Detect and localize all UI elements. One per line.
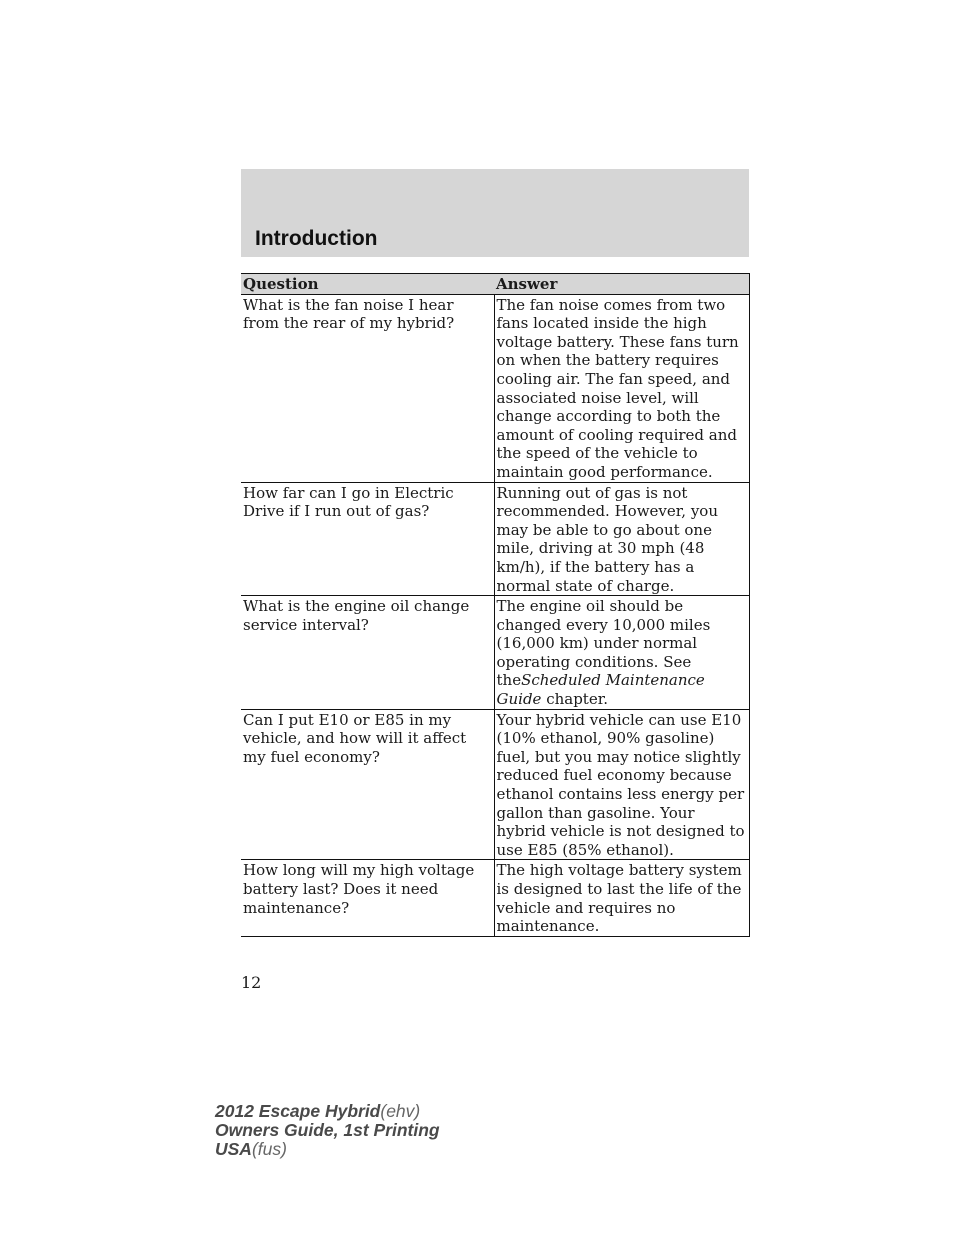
answer-cell: Running out of gas is not recommended. However, you may be able to go about one mile, driving at 30 mph (48 km/h), if the battery has a normal state of charge. [494, 482, 749, 596]
table-row [241, 596, 749, 710]
chapter-reference: Scheduled Maintenance Guide [496, 671, 705, 709]
section-header-band [241, 169, 749, 257]
table-header-row [241, 274, 749, 295]
question-cell: What is the engine oil change service interval? [241, 596, 494, 710]
footer-printing: Owners Guide, 1st Printing [215, 1120, 440, 1140]
footer-model-code: (ehv) [380, 1101, 421, 1121]
table-row [241, 294, 749, 482]
question-cell: How far can I go in Electric Drive if I run out of gas? [241, 482, 494, 596]
footer-line-3 [215, 1140, 440, 1159]
answer-text-suffix: chapter. [546, 690, 609, 709]
question-cell: What is the fan noise I hear from the rear of my hybrid? [241, 294, 494, 482]
answer-cell: The high voltage battery system is designed to last the life of the vehicle and requires no maintenance. [494, 860, 749, 936]
answer-text: The engine oil should be changed every 10,000 miles (16,000 km) under normal operating conditions. See the [496, 597, 711, 690]
footer-line-1 [215, 1102, 440, 1121]
section-title: Introduction [255, 227, 378, 250]
footer-model: 2012 Escape Hybrid [215, 1101, 381, 1121]
column-header-question: Question [241, 274, 494, 295]
answer-cell: Your hybrid vehicle can use E10 (10% ethanol, 90% gasoline) fuel, but you may notice slightly reduced fuel economy because ethanol contains less energy per gallon than gasoline. Your hybrid vehicle is not designed to use E85 (85% ethanol). [494, 709, 749, 860]
answer-cell [494, 596, 749, 710]
question-cell: Can I put E10 or E85 in my vehicle, and how will it affect my fuel economy? [241, 709, 494, 860]
footer-market-code: (fus) [251, 1139, 287, 1159]
footer-market: USA [215, 1139, 252, 1159]
table-row [241, 860, 749, 936]
question-cell: How long will my high voltage battery last? Does it need maintenance? [241, 860, 494, 936]
table-row [241, 482, 749, 596]
footer-line-2 [215, 1121, 440, 1140]
document-footer [215, 1102, 440, 1159]
column-header-answer: Answer [494, 274, 749, 295]
qa-table [241, 273, 750, 937]
page-number: 12 [241, 973, 262, 992]
answer-cell: The fan noise comes from two fans located inside the high voltage battery. These fans turn on when the battery requires cooling air. The fan speed, and associated noise level, will change according to both the amount of cooling required and the speed of the vehicle to maintain good performance. [494, 294, 749, 482]
table-row [241, 709, 749, 860]
